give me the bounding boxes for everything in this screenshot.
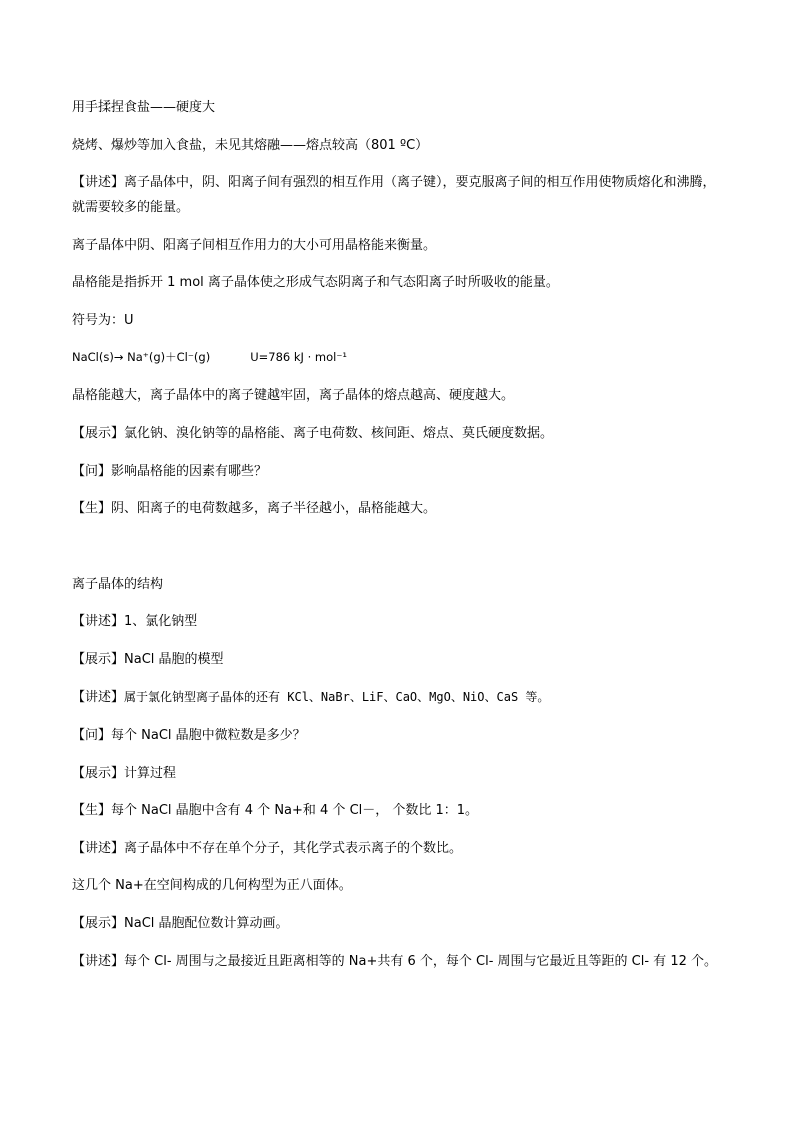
para-equation <box>72 345 722 370</box>
para-octahedron: 这几个 Na+在空间构成的几何构型为正八面体。 <box>72 878 352 893</box>
para-question-factors: 【问】影响晶格能的因素有哪些？ <box>72 464 268 479</box>
para-show-model: 【展示】NaCl 晶胞的模型 <box>72 652 224 667</box>
para-student-answer: 【生】阴、阳离子的电荷数越多，离子半径越小，晶格能越大。 <box>72 501 437 516</box>
para-show-data: 【展示】氯化钠、溴化钠等的晶格能、离子电荷数、核间距、熔点、莫氏硬度数据。 <box>72 426 554 441</box>
para-melting-point: 烧烤、爆炒等加入食盐，未见其熔融——熔点较高（801 ºC） <box>72 138 429 153</box>
para-show-calculation: 【展示】计算过程 <box>72 766 177 781</box>
para-lattice-energy-effect: 晶格能越大，离子晶体中的离子键越牢固，离子晶体的熔点越高、硬度越大。 <box>72 388 515 403</box>
para-nacl-type-examples <box>72 685 722 710</box>
para-lecture-ionic-bond: 【讲述】离子晶体中，阴、阳离子间有强烈的相互作用（离子键），要克服离子间的相互作用使物质熔化和沸腾，就需要较多的能量。 <box>72 175 716 215</box>
para-question-particles: 【问】每个 NaCl 晶胞中微粒数是多少？ <box>72 728 306 743</box>
para-show-coordination: 【展示】NaCl 晶胞配位数计算动画。 <box>72 916 289 931</box>
equation-reaction: NaCl(s)→ Na⁺(g)＋Cl⁻(g) <box>72 350 211 364</box>
examples-text: 属于氯化钠型离子晶体的还有 KCl、NaBr、LiF、CaO、MgO、NiO、CaS 等。 <box>124 690 550 704</box>
para-lecture-coordination: 【讲述】每个 Cl- 周围与之最接近且距离相等的 Na+共有 6 个，每个 Cl- 周围与它最近且等距的 Cl- 有 12 个。 <box>72 954 717 969</box>
para-lattice-energy-definition: 晶格能是指拆开 1 mol 离子晶体使之形成气态阴离子和气态阳离子时所吸收的能量。 <box>72 275 559 290</box>
para-symbol: 符号为：U <box>72 313 134 328</box>
para-hardness: 用手揉捏食盐——硬度大 <box>72 100 216 115</box>
para-lecture-formula: 【讲述】离子晶体中不存在单个分子，其化学式表示离子的个数比。 <box>72 841 463 856</box>
para-lattice-energy-measure: 离子晶体中阴、阳离子间相互作用力的大小可用晶格能来衡量。 <box>72 238 437 253</box>
para-lecture-nacl-type: 【讲述】1、氯化钠型 <box>72 614 198 629</box>
para-student-count: 【生】每个 NaCl 晶胞中含有 4 个 Na+和 4 个 Cl－， 个数比 1：1。 <box>72 803 479 818</box>
section-heading-structure: 离子晶体的结构 <box>72 577 164 592</box>
examples-prefix: 【讲述】 <box>72 690 125 705</box>
equation-energy: U=786 kJ · mol⁻¹ <box>250 350 347 364</box>
